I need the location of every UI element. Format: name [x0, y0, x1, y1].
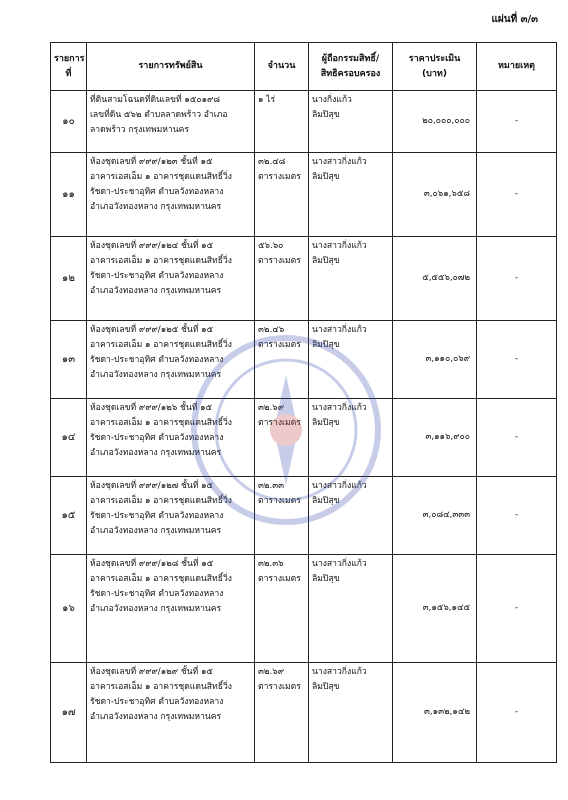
cell-remark: -: [477, 321, 557, 399]
cell-quantity: [255, 399, 309, 477]
cell-asset-line: รัชดา-ประชาอุทิศ ตำบลวังทองหลาง: [90, 271, 224, 282]
cell-quantity-line: ตารางเมตร: [258, 172, 301, 183]
cell-asset-line: ห้องชุดเลขที่ ๙๙๙/๑๒๙ ชั้นที่ ๑๕: [90, 667, 213, 677]
cell-asset-line: รัชดา-ประชาอุทิศ ตำบลวังทองหลาง: [90, 355, 224, 366]
cell-quantity: [255, 91, 309, 153]
cell-asset-line: อาคารเอสเอ็ม ๑ อาคารชุดแดนสิทธิ์วิ่ง: [90, 256, 232, 267]
cell-asset-line: ห้องชุดเลขที่ ๙๙๙/๑๒๗ ชั้นที่ ๑๕: [90, 481, 214, 491]
cell-index: ๑๑: [51, 153, 87, 237]
cell-asset: [87, 663, 255, 763]
cell-asset-line: อาคารเอสเอ็ม ๑ อาคารชุดแดนสิทธิ์วิ่ง: [90, 418, 232, 429]
cell-asset-line: ห้องชุดเลขที่ ๙๙๙/๑๒๕ ชั้นที่ ๑๕: [90, 325, 214, 335]
cell-index: ๑๖: [51, 555, 87, 663]
cell-asset-line: ที่ดินสามโฉนดที่ดินเลขที่ ๑๕๐๑๙๘: [90, 95, 220, 105]
cell-asset-line: ลาดพร้าว กรุงเทพมหานคร: [90, 125, 190, 136]
cell-asset-line: อำเภอวังทองหลาง กรุงเทพมหานคร: [90, 604, 222, 615]
cell-index: ๑๔: [51, 399, 87, 477]
cell-quantity-line: ตารางเมตร: [258, 574, 301, 585]
cell-remark: -: [477, 91, 557, 153]
cell-quantity-line: ๓๒.๔๖: [258, 325, 285, 335]
header-owner: ผู้ถือกรรมสิทธิ์/ สิทธิครอบครอง: [309, 43, 393, 91]
cell-asset-line: อำเภอวังทองหลาง กรุงเทพมหานคร: [90, 448, 222, 459]
cell-quantity-line: ตารางเมตร: [258, 256, 301, 267]
cell-quantity: [255, 237, 309, 321]
cell-asset-line: อาคารเอสเอ็ม ๑ อาคารชุดแดนสิทธิ์วิ่ง: [90, 340, 232, 351]
cell-quantity-line: ๑ ไร่: [258, 95, 276, 105]
cell-asset-line: รัชดา-ประชาอุทิศ ตำบลวังทองหลาง: [90, 187, 224, 198]
cell-owner-line: นางสาวกิ่งแก้ว: [312, 403, 367, 413]
cell-asset: [87, 91, 255, 153]
cell-remark: -: [477, 477, 557, 555]
cell-owner: [309, 91, 393, 153]
cell-owner-line: นางสาวกิ่งแก้ว: [312, 667, 367, 677]
cell-asset-line: อาคารเอสเอ็ม ๑ อาคารชุดแดนสิทธิ์วิ่ง: [90, 682, 232, 693]
header-quantity: จำนวน: [255, 43, 309, 91]
cell-remark: -: [477, 663, 557, 763]
cell-index: ๑๗: [51, 663, 87, 763]
cell-asset-line: ห้องชุดเลขที่ ๙๙๙/๑๒๖ ชั้นที่ ๑๕: [90, 403, 213, 413]
cell-owner-line: นางสาวกิ่งแก้ว: [312, 241, 367, 251]
cell-owner: [309, 237, 393, 321]
cell-quantity-line: ตารางเมตร: [258, 682, 301, 693]
table-row: [51, 555, 557, 663]
cell-owner-line: ลิมปิสุข: [312, 172, 340, 183]
cell-asset-line: เลขที่ดิน ๕๖๒ ตำบลลาดพร้าว อำเภอ: [90, 110, 228, 121]
cell-value: ๓,๑๕๖,๑๔๕: [393, 555, 477, 663]
cell-owner: [309, 321, 393, 399]
cell-quantity-line: ๓๒.๖๙: [258, 667, 285, 677]
cell-value: ๕,๕๕๖,๐๗๒: [393, 237, 477, 321]
cell-asset-line: อำเภอวังทองหลาง กรุงเทพมหานคร: [90, 286, 222, 297]
cell-quantity-line: ตารางเมตร: [258, 418, 301, 429]
cell-index: ๑๕: [51, 477, 87, 555]
cell-quantity: [255, 153, 309, 237]
cell-quantity-line: ตารางเมตร: [258, 340, 301, 351]
table-row: [51, 399, 557, 477]
table-row: [51, 153, 557, 237]
cell-value: ๓,๑๓๒,๑๔๒: [393, 663, 477, 763]
cell-owner: [309, 399, 393, 477]
cell-asset-line: รัชดา-ประชาอุทิศ ตำบลวังทองหลาง: [90, 589, 224, 600]
cell-owner: [309, 153, 393, 237]
cell-asset-line: อาคารเอสเอ็ม ๑ อาคารชุดแดนสิทธิ์วิ่ง: [90, 496, 232, 507]
cell-asset-line: อาคารเอสเอ็ม ๑ อาคารชุดแดนสิทธิ์วิ่ง: [90, 172, 232, 183]
cell-value: ๓,๑๑๖,๙๐๐: [393, 399, 477, 477]
page-number: แผ่นที่ ๓/๓: [491, 14, 538, 25]
cell-owner-line: นางสาวกิ่งแก้ว: [312, 325, 367, 335]
cell-owner-line: ลิมปิสุข: [312, 110, 340, 121]
cell-index: ๑๒: [51, 237, 87, 321]
cell-owner-line: ลิมปิสุข: [312, 574, 340, 585]
cell-quantity-line: ตารางเมตร: [258, 496, 301, 507]
table-row: [51, 663, 557, 763]
cell-remark: -: [477, 237, 557, 321]
cell-index: ๑๓: [51, 321, 87, 399]
cell-value: ๓,๑๑๐,๐๖๙: [393, 321, 477, 399]
cell-asset-line: รัชดา-ประชาอุทิศ ตำบลวังทองหลาง: [90, 511, 224, 522]
cell-owner-line: นางสาวกิ่งแก้ว: [312, 559, 367, 569]
cell-owner: [309, 477, 393, 555]
header-value: ราคาประเมิน (บาท): [393, 43, 477, 91]
cell-owner-line: นางกิ่งแก้ว: [312, 95, 352, 105]
cell-asset-line: อาคารเอสเอ็ม ๑ อาคารชุดแดนสิทธิ์วิ่ง: [90, 574, 232, 585]
cell-value: ๒๐,๐๐๐,๐๐๐: [393, 91, 477, 153]
cell-asset-line: รัชดา-ประชาอุทิศ ตำบลวังทองหลาง: [90, 433, 224, 444]
cell-asset: [87, 399, 255, 477]
cell-asset: [87, 237, 255, 321]
cell-asset-line: อำเภอวังทองหลาง กรุงเทพมหานคร: [90, 370, 222, 381]
cell-owner-line: ลิมปิสุข: [312, 496, 340, 507]
cell-remark: -: [477, 153, 557, 237]
cell-asset-line: ห้องชุดเลขที่ ๙๙๙/๑๒๘ ชั้นที่ ๑๕: [90, 559, 214, 569]
cell-value: ๓,๐๖๑,๖๕๘: [393, 153, 477, 237]
cell-asset-line: อำเภอวังทองหลาง กรุงเทพมหานคร: [90, 202, 222, 213]
cell-quantity-line: ๓๒.๖๙: [258, 403, 285, 413]
table-row: [51, 477, 557, 555]
header-asset: รายการทรัพย์สิน: [87, 43, 255, 91]
cell-asset-line: ห้องชุดเลขที่ ๙๙๙/๑๒๓ ชั้นที่ ๑๕: [90, 157, 213, 167]
cell-quantity-line: ๓๒.๔๘: [258, 157, 286, 167]
cell-owner-line: ลิมปิสุข: [312, 418, 340, 429]
cell-quantity-line: ๕๖.๖๐: [258, 241, 284, 251]
table-row: [51, 321, 557, 399]
cell-index: ๑๐: [51, 91, 87, 153]
table-header-row: [51, 43, 557, 91]
cell-owner-line: นางสาวกิ่งแก้ว: [312, 157, 367, 167]
cell-quantity: [255, 555, 309, 663]
cell-remark: -: [477, 555, 557, 663]
cell-owner-line: ลิมปิสุข: [312, 256, 340, 267]
cell-owner: [309, 663, 393, 763]
header-index: รายการที่: [51, 43, 87, 91]
table-row: [51, 91, 557, 153]
cell-owner-line: นางสาวกิ่งแก้ว: [312, 481, 367, 491]
cell-asset: [87, 477, 255, 555]
cell-quantity-line: ๓๒.๓๓: [258, 481, 285, 491]
cell-quantity: [255, 477, 309, 555]
cell-asset: [87, 321, 255, 399]
table-row: [51, 237, 557, 321]
cell-owner-line: ลิมปิสุข: [312, 682, 340, 693]
header-remark: หมายเหตุ: [477, 43, 557, 91]
cell-owner-line: ลิมปิสุข: [312, 340, 340, 351]
cell-value: ๓,๐๘๔,๓๓๓: [393, 477, 477, 555]
cell-remark: -: [477, 399, 557, 477]
cell-quantity: [255, 321, 309, 399]
cell-asset: [87, 153, 255, 237]
cell-owner: [309, 555, 393, 663]
cell-asset-line: ห้องชุดเลขที่ ๙๙๙/๑๒๔ ชั้นที่ ๑๕: [90, 241, 214, 251]
asset-table: [50, 42, 557, 763]
cell-asset-line: รัชดา-ประชาอุทิศ ตำบลวังทองหลาง: [90, 697, 224, 708]
cell-asset: [87, 555, 255, 663]
cell-quantity: [255, 663, 309, 763]
cell-asset-line: อำเภอวังทองหลาง กรุงเทพมหานคร: [90, 526, 222, 537]
cell-quantity-line: ๓๒.๓๖: [258, 559, 284, 569]
cell-asset-line: อำเภอวังทองหลาง กรุงเทพมหานคร: [90, 712, 222, 723]
